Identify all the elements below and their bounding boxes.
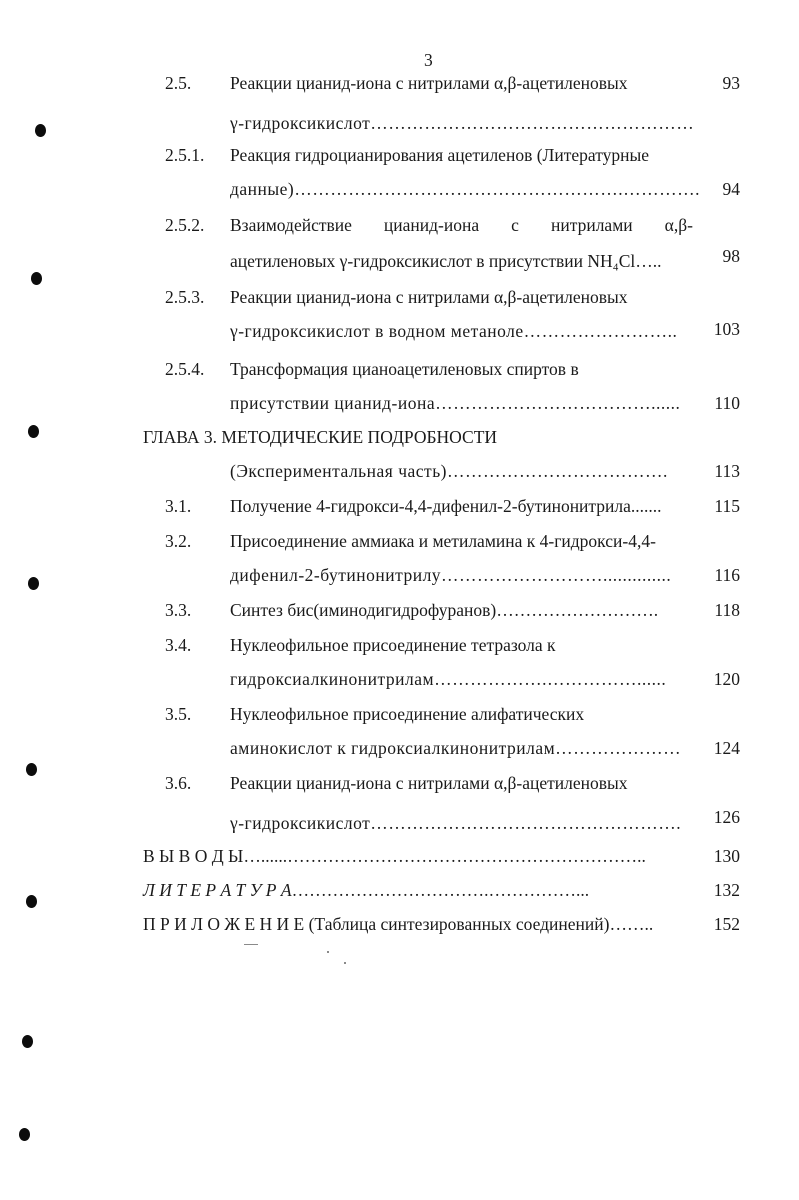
punch-hole: [35, 124, 46, 137]
section-number: 2.5.2.: [165, 215, 205, 235]
toc-page-number: 113: [714, 461, 740, 481]
punch-hole: [31, 272, 42, 285]
section-number: 3.2.: [165, 531, 192, 551]
page-number: 3: [424, 50, 433, 70]
toc-entry-title: Реакции цианид-иона с нитрилами α,β-ацетиленовых: [230, 73, 628, 93]
toc-entry-continuation: гидроксиалкинонитрилам……………….……………......: [230, 669, 667, 689]
toc-entry-title-justified: [230, 215, 693, 235]
toc-entry-continuation: ацетиленовых γ-гидроксикислот в присутствии NH₄Cl…..: [230, 251, 662, 271]
toc-entry-continuation: γ-гидроксикислот………………………………………………: [230, 113, 695, 133]
toc-page-number: 130: [713, 846, 740, 866]
toc-page-number: 120: [713, 669, 740, 689]
toc-page-number: 115: [714, 496, 740, 516]
scan-smudge: [327, 951, 329, 953]
toc-entry-title: Синтез бис(иминодигидрофуранов)……………………….: [230, 600, 659, 620]
toc-entry-continuation: данные)……………………………………………….………….: [230, 179, 701, 199]
punch-hole: [22, 1035, 33, 1048]
toc-page-number: 94: [722, 179, 740, 199]
section-number: 3.5.: [165, 704, 192, 724]
toc-entry-title: Реакции цианид-иона с нитрилами α,β-ацетиленовых: [230, 773, 628, 793]
toc-page-number: 132: [713, 880, 740, 900]
references-heading: [143, 880, 589, 900]
toc-entry-title: Присоединение аммиака и метиламина к 4-гидрокси-4,4-: [230, 531, 656, 551]
toc-entry-continuation: (Экспериментальная часть)……………………………….: [230, 461, 668, 481]
punch-hole: [26, 895, 37, 908]
appendix-label: П Р И Л О Ж Е Н И Е: [143, 914, 305, 934]
toc-entry-title: Получение 4-гидрокси-4,4-дифенил-2-бутинонитрила.......: [230, 496, 662, 516]
conclusions-label: В Ы В О Д Ы: [143, 846, 244, 866]
toc-page-number: 118: [714, 600, 740, 620]
section-number: 3.6.: [165, 773, 192, 793]
appendix-description: (Таблица синтезированных соединений)……..: [308, 914, 654, 934]
toc-page-number: 93: [722, 73, 740, 93]
references-label: Л И Т Е Р А Т У Р А: [143, 880, 292, 900]
appendix-heading: [143, 914, 653, 934]
toc-word: с: [511, 215, 519, 235]
punch-hole: [28, 425, 39, 438]
toc-entry-title: Реакции цианид-иона с нитрилами α,β-ацетиленовых: [230, 287, 628, 307]
leader-dots: …......……………………………………………………..: [243, 846, 646, 866]
toc-page-number: 103: [713, 319, 740, 339]
toc-entry-continuation: дифенил-2-бутинонитрилу………………………..............: [230, 565, 672, 585]
leader-dots: …………………………….……………...: [291, 880, 590, 900]
section-number: 2.5.3.: [165, 287, 205, 307]
toc-entry-continuation: γ-гидроксикислот…………………………………………….: [230, 813, 682, 833]
section-number: 2.5.1.: [165, 145, 205, 165]
toc-word: α,β-: [664, 215, 693, 235]
toc-entry-title: Нуклеофильное присоединение тетразола к: [230, 635, 556, 655]
punch-hole: [28, 577, 39, 590]
toc-word: цианид-иона: [383, 215, 480, 235]
toc-page-number: 116: [714, 565, 740, 585]
toc-entry-continuation: присутствии цианид-иона………………………………......: [230, 393, 681, 413]
section-number: 2.5.: [165, 73, 192, 93]
toc-entry-continuation: аминокислот к гидроксиалкинонитрилам…………………: [230, 738, 682, 758]
toc-page-number: 126: [713, 807, 740, 827]
scan-smudge: [244, 944, 258, 945]
toc-page-number: 98: [722, 246, 740, 266]
toc-entry-title: Реакция гидроцианирования ацетиленов (Литературные: [230, 145, 650, 165]
conclusions-heading: [143, 846, 646, 866]
section-number: 2.5.4.: [165, 359, 205, 379]
scan-smudge: [344, 962, 346, 964]
section-number: 3.1.: [165, 496, 192, 516]
chapter-heading: ГЛАВА 3. МЕТОДИЧЕСКИЕ ПОДРОБНОСТИ: [143, 427, 498, 447]
toc-word: нитрилами: [550, 215, 633, 235]
toc-page-number: 124: [713, 738, 740, 758]
toc-entry-title: Трансформация цианоацетиленовых спиртов в: [230, 359, 579, 379]
section-number: 3.4.: [165, 635, 192, 655]
punch-hole: [26, 763, 37, 776]
toc-word: Взаимодействие: [230, 215, 352, 235]
toc-page-number: 152: [713, 914, 740, 934]
punch-hole: [19, 1128, 30, 1141]
toc-entry-title: Нуклеофильное присоединение алифатических: [230, 704, 585, 724]
toc-page-number: 110: [714, 393, 740, 413]
toc-entry-continuation: γ-гидроксикислот в водном метаноле……………………..: [230, 321, 678, 341]
section-number: 3.3.: [165, 600, 192, 620]
